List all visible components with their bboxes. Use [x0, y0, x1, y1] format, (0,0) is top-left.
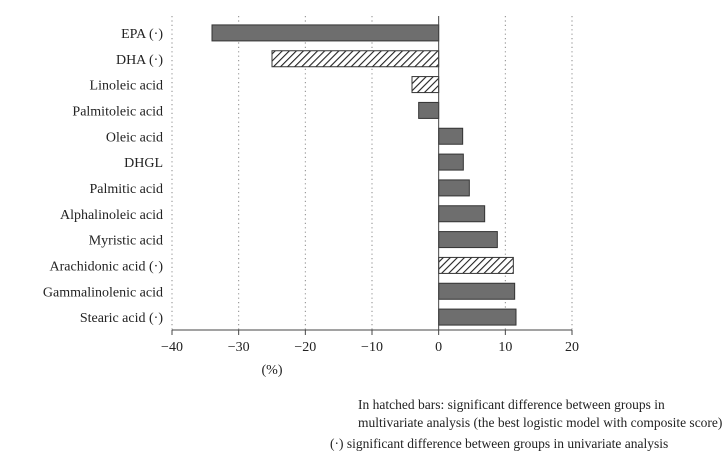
- bar-5: [439, 128, 463, 144]
- category-label-10: Arachidonic acid (·): [49, 259, 163, 275]
- x-tick-label: 0: [435, 340, 443, 355]
- x-tick-label: −40: [161, 340, 183, 355]
- category-label-1: EPA (·): [121, 26, 163, 42]
- category-labels: [43, 27, 163, 326]
- x-tick-label: −20: [294, 340, 317, 355]
- category-label-11: Gammalinolenic acid: [42, 285, 163, 301]
- bar-4: [419, 102, 439, 118]
- bar-7: [439, 180, 470, 196]
- category-label-6: DHGL: [124, 156, 163, 172]
- bar-9: [439, 232, 498, 248]
- category-label-12: Stearic acid (·): [79, 311, 163, 327]
- bar-3: [412, 77, 439, 93]
- note-hatched-line-1: In hatched bars: significant difference between groups in: [358, 397, 665, 412]
- bar-8: [439, 206, 485, 222]
- category-label-5: Oleic acid: [105, 130, 163, 146]
- bar-12: [439, 309, 516, 325]
- x-tick-label: 20: [565, 340, 579, 355]
- category-label-4: Palmitoleic acid: [72, 104, 163, 120]
- bars: [212, 25, 516, 325]
- x-tick-label: −10: [361, 340, 383, 355]
- category-label-2: DHA (·): [115, 52, 163, 68]
- category-label-9: Myristic acid: [88, 233, 163, 249]
- category-label-7: Palmitic acid: [89, 181, 163, 197]
- bar-11: [439, 283, 515, 299]
- note-hatched-line-2: multivariate analysis (the best logistic model with composite score): [358, 414, 722, 430]
- category-label-8: Alphalinoleic acid: [59, 207, 163, 223]
- bar-10: [439, 257, 514, 273]
- bar-6: [439, 154, 464, 170]
- bar-1: [212, 25, 439, 41]
- category-label-3: Linoleic acid: [89, 78, 163, 94]
- x-axis-label: (%): [261, 363, 283, 378]
- chart-notes: [330, 396, 722, 453]
- note-univariate: (·) significant difference between groups in univariate analysis: [330, 436, 669, 451]
- x-tick-label: 10: [498, 340, 513, 355]
- x-tick-label: −30: [227, 340, 250, 355]
- bar-2: [272, 51, 439, 67]
